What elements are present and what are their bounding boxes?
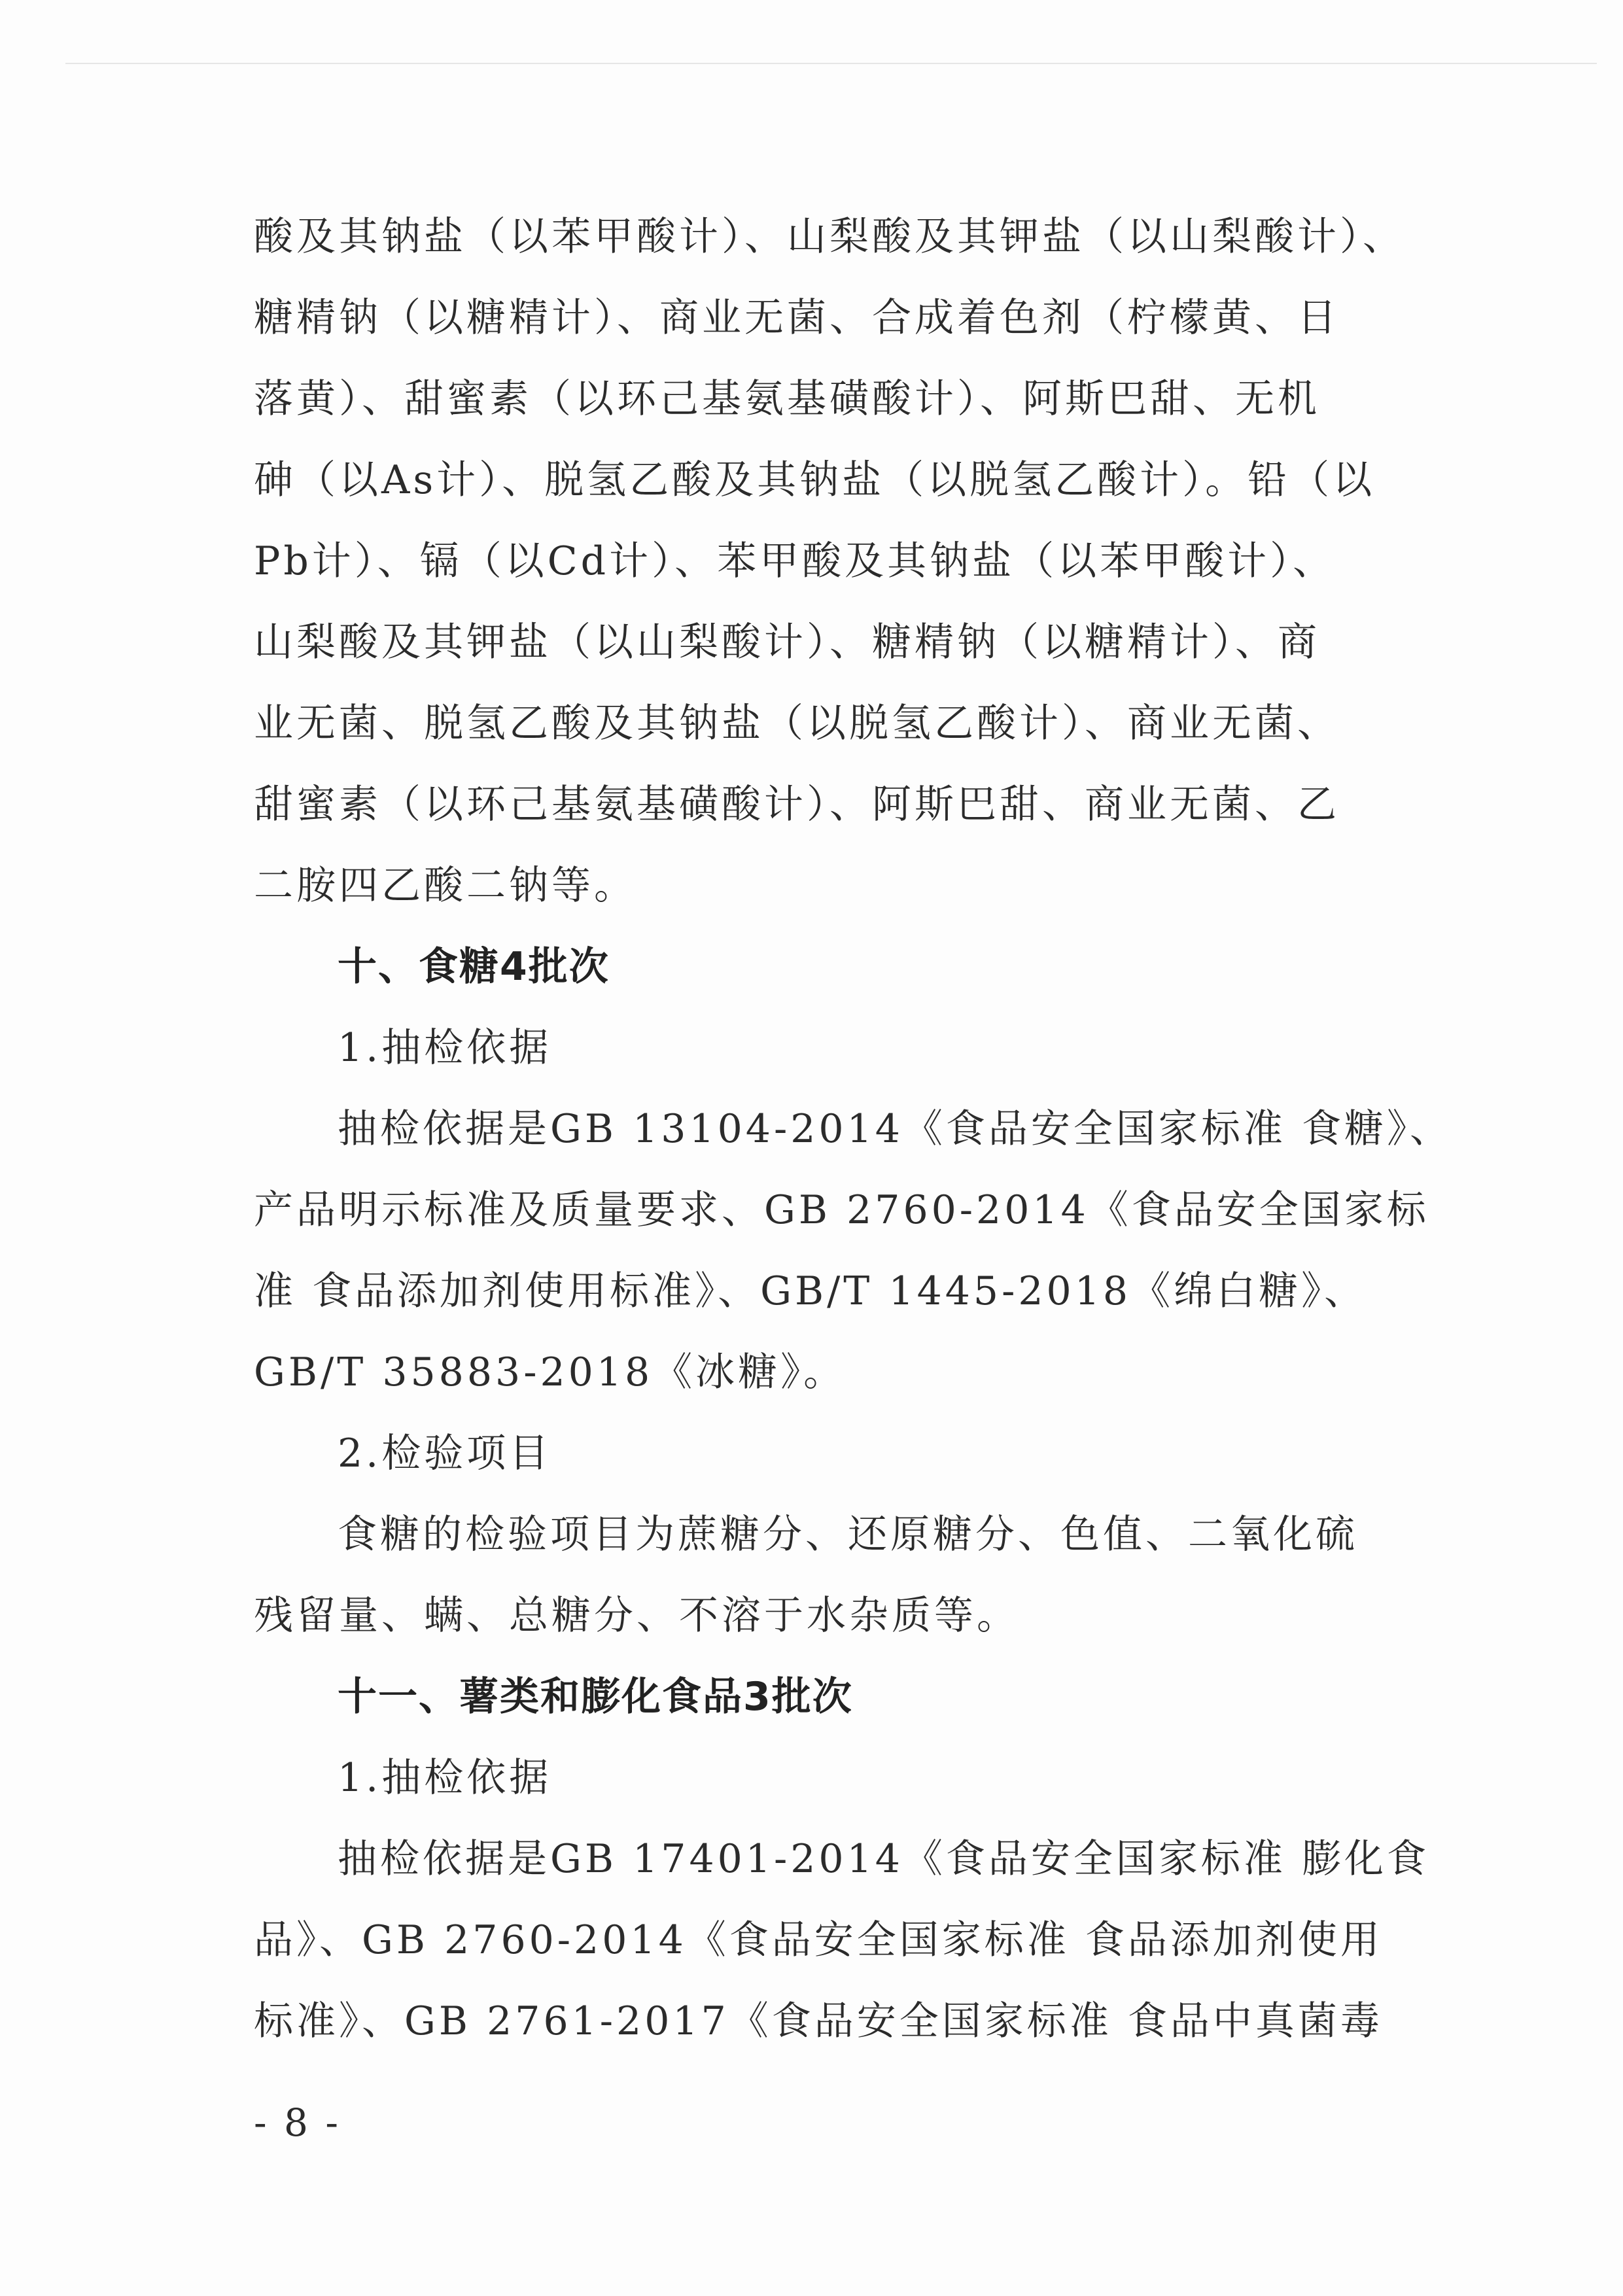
text-line: Pb计）、镉（以Cd计）、苯甲酸及其钠盐（以苯甲酸计）、 — [254, 538, 1336, 584]
text-line: 甜蜜素（以环己基氨基磺酸计）、阿斯巴甜、商业无菌、乙 — [254, 782, 1340, 827]
text-line: 糖精钠（以糖精计）、商业无菌、合成着色剂（柠檬黄、日 — [254, 295, 1340, 341]
section-heading: 十、食糖4批次 — [338, 944, 610, 990]
text-line: 产品明示标准及质量要求、GB 2760-2014《食品安全国家标 — [254, 1187, 1429, 1233]
text-line: 标准》、GB 2761-2017《食品安全国家标准 食品中真菌毒 — [254, 1998, 1383, 2044]
text-line: 抽检依据是GB 13104-2014《食品安全国家标准 食糖》、 — [338, 1106, 1453, 1152]
text-line: 业无菌、脱氢乙酸及其钠盐（以脱氢乙酸计）、商业无菌、 — [254, 701, 1340, 746]
section-heading: 十一、薯类和膨化食品3批次 — [338, 1674, 853, 1720]
text-line: 二胺四乙酸二钠等。 — [254, 863, 637, 909]
text-line: 准 食品添加剂使用标准》、GB/T 1445-2018《绵白糖》、 — [254, 1268, 1367, 1314]
subsection-heading: 2.检验项目 — [338, 1431, 552, 1476]
text-line: 抽检依据是GB 17401-2014《食品安全国家标准 膨化食 — [338, 1836, 1430, 1882]
text-line: 酸及其钠盐（以苯甲酸计）、山梨酸及其钾盐（以山梨酸计）、 — [254, 214, 1405, 260]
text-line: 品》、GB 2760-2014《食品安全国家标准 食品添加剂使用 — [254, 1917, 1383, 1963]
body-text — [254, 196, 1453, 2062]
text-line: 残留量、螨、总糖分、不溶于水杂质等。 — [254, 1593, 1019, 1639]
text-line: 山梨酸及其钾盐（以山梨酸计）、糖精钠（以糖精计）、商 — [254, 619, 1320, 665]
page-number: - 8 - — [254, 2100, 341, 2145]
text-line: GB/T 35883-2018《冰糖》。 — [254, 1349, 846, 1395]
subsection-heading: 1.抽检依据 — [338, 1755, 552, 1801]
text-line: 食糖的检验项目为蔗糖分、还原糖分、色值、二氧化硫 — [338, 1512, 1358, 1557]
scan-edge-line — [65, 63, 1597, 64]
text-line: 落黄）、甜蜜素（以环己基氨基磺酸计）、阿斯巴甜、无机 — [254, 376, 1320, 422]
text-line: 砷（以As计）、脱氢乙酸及其钠盐（以脱氢乙酸计）。铅（以 — [254, 457, 1376, 503]
subsection-heading: 1.抽检依据 — [338, 1025, 552, 1071]
